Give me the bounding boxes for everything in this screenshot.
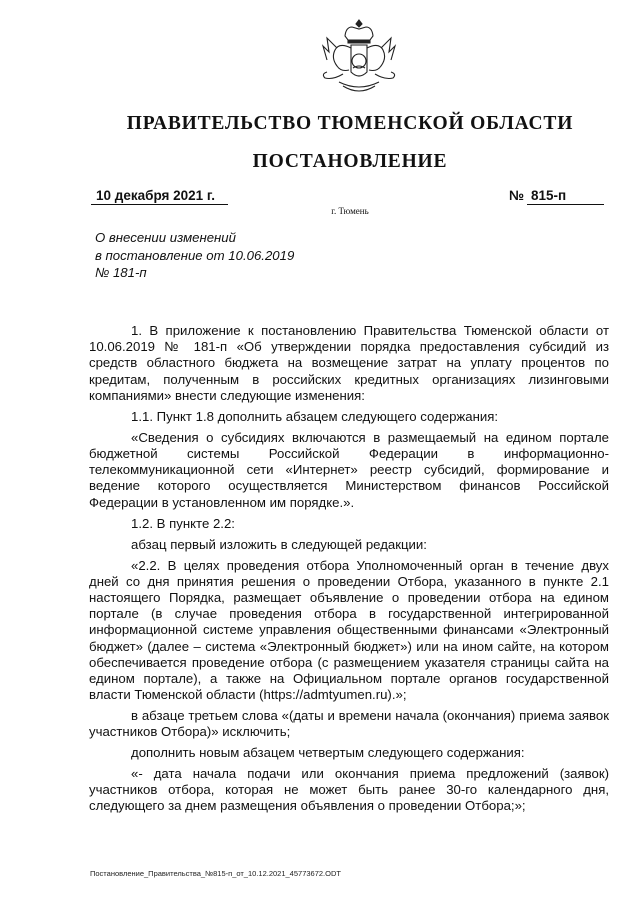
document-number: 815-п [527, 188, 604, 205]
number-sign: № [509, 188, 525, 203]
body-paragraph: 1. В приложение к постановлению Правительства Тюменской области от 10.06.2019 № 181-п «Об утверждении порядка предоставления субсидий из средств областного бюджета на возмещение затрат на уплату процентов по кредитам, полученным в российских кредитных организациях лизинговыми компаниями» внести следующие изменения: [89, 323, 609, 403]
subject-line: О внесении изменений [95, 230, 236, 245]
tyumen-coat-of-arms-icon [313, 18, 405, 98]
document-date: 10 декабря 2021 г. [91, 188, 228, 205]
subject-line: № 181-п [95, 265, 147, 280]
document-body [89, 323, 609, 819]
document-subject [95, 229, 355, 282]
body-paragraph: 1.2. В пункте 2.2: [131, 515, 235, 531]
body-paragraph: абзац первый изложить в следующей редакции: [131, 536, 427, 552]
body-paragraph: «2.2. В целях проведения отбора Уполномоченный орган в течение двух дней со дня принятия решения о проведении Отбора, указанного в пункте 2.1 настоящего Порядка, размещает объявление о проведении отбора на едином портале (в случае проведения отбора в государственной интегрированной информационной системе управления общественными финансами «Электронный бюджет» (далее – система «Электронный бюджет») или на ином сайте, на котором обеспечивается проведение отбора (с размещением указателя страницы сайта на едином портале), а также на Официальном портале органов государственной власти Тюменской области (https://admtyumen.ru).»; [89, 557, 609, 703]
body-paragraph: 1.1. Пункт 1.8 дополнить абзацем следующего содержания: [131, 408, 499, 424]
document-type-title: ПОСТАНОВЛЕНИЕ [252, 151, 448, 172]
body-paragraph: в абзаце третьем слова «(даты и времени начала (окончания) приема заявок участников Отбора)» исключить; [89, 708, 609, 740]
body-paragraph: «Сведения о субсидиях включаются в размещаемый на едином портале бюджетной системы Российской Федерации в информационно-телекоммуникационной сети «Интернет» реестр субсидий, формирование и ведение которого осуществляется Министерством финансов Российской Федерации в установленном им порядке.». [89, 429, 609, 510]
organization-title: ПРАВИТЕЛЬСТВО ТЮМЕНСКОЙ ОБЛАСТИ [126, 113, 574, 134]
body-paragraph: «- дата начала подачи или окончания приема предложений (заявок) участников отбора, которая не может быть ранее 30-го календарного дня, следующего за днем размещения объявления о проведении Отбора;»; [89, 765, 609, 814]
document-footer-filename: Постановление_Правительства_№815-п_от_10.12.2021_45773672.ODT [90, 869, 341, 878]
subject-line: в постановление от 10.06.2019 [95, 247, 295, 263]
city-name: г. Тюмень [331, 206, 369, 216]
body-paragraph: дополнить новым абзацем четвертым следующего содержания: [131, 745, 525, 761]
